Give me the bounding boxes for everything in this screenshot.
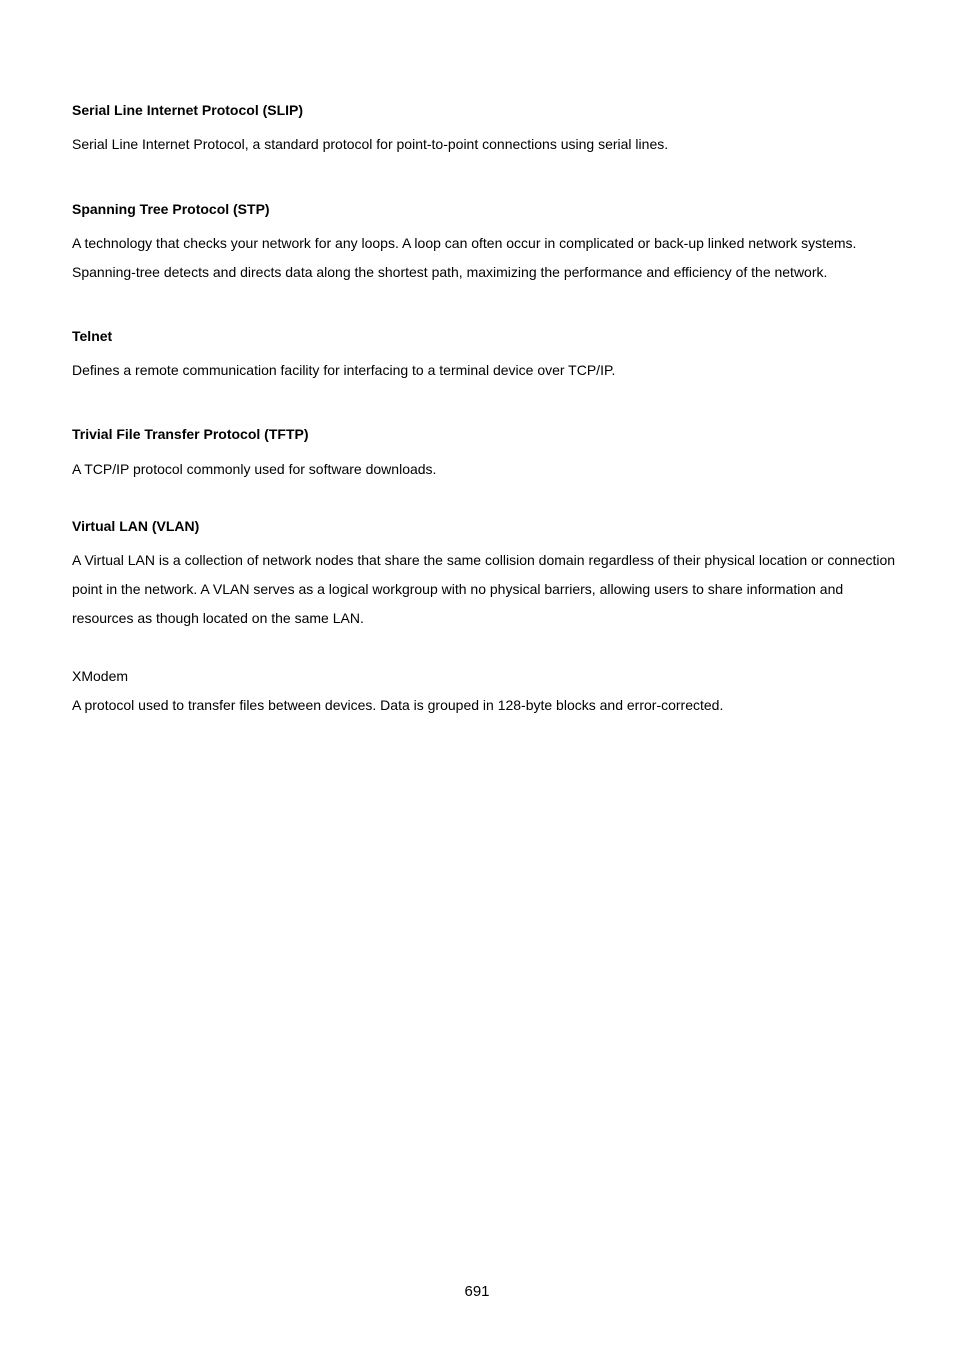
- glossary-entry-telnet: [72, 327, 902, 380]
- glossary-definition: A Virtual LAN is a collection of network nodes that share the same collision domain regardless of their physical location or connection point in the network. A VLAN serves as a logical workgroup with no physical barriers, allowing users to share information and resources as though located on the same LAN.: [72, 552, 896, 626]
- glossary-entry-stp: [72, 200, 902, 287]
- glossary-entry-xmodem: [72, 667, 902, 715]
- glossary-definition: Defines a remote communication facility for interfacing to a terminal device over TCP/IP.: [72, 362, 616, 378]
- glossary-definition: A technology that checks your network for any loops. A loop can often occur in complicated or back-up linked network systems. Spanning-tree detects and directs data along the shortest path, maximizing the performance and efficiency of the network.: [72, 235, 857, 280]
- glossary-term: Spanning Tree Protocol (STP): [72, 201, 270, 217]
- page-number: 691: [464, 1283, 490, 1300]
- glossary-definition: A protocol used to transfer files between devices. Data is grouped in 128-byte blocks and error-corrected.: [72, 697, 724, 713]
- glossary-term: Virtual LAN (VLAN): [72, 518, 200, 534]
- glossary-entry-vlan: [72, 517, 902, 633]
- glossary-term: Telnet: [72, 328, 113, 344]
- glossary-entry-tftp: [72, 425, 902, 479]
- glossary-term: XModem: [72, 668, 129, 684]
- glossary-term: Serial Line Internet Protocol (SLIP): [72, 102, 304, 118]
- glossary-definition: Serial Line Internet Protocol, a standard protocol for point-to-point connections using serial lines.: [72, 136, 669, 152]
- glossary-term: Trivial File Transfer Protocol (TFTP): [72, 426, 309, 442]
- glossary-entry-slip: [72, 101, 902, 154]
- glossary-definition: A TCP/IP protocol commonly used for software downloads.: [72, 461, 437, 477]
